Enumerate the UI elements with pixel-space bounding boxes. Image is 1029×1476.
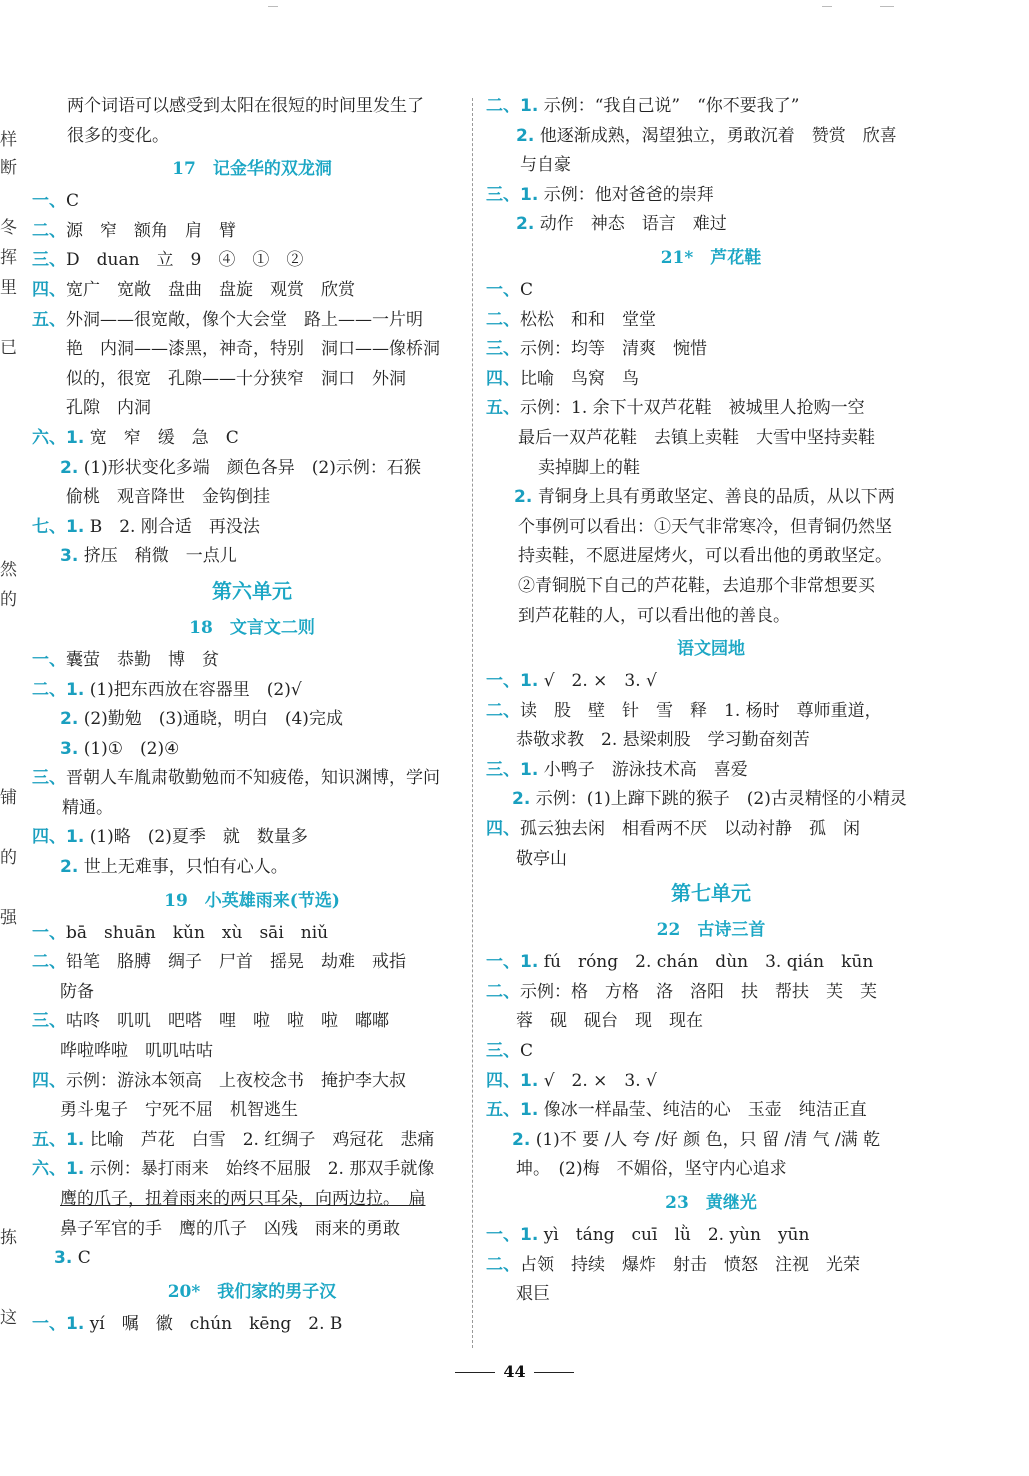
cropped-edge-text: [0, 95, 22, 1355]
answer-text: 世上无难事，只怕有心人。: [78, 857, 288, 878]
edge-char: 拣: [0, 1228, 17, 1248]
item-number: 2.: [60, 857, 79, 878]
answer-text: 像冰一样晶莹、纯洁的心 玉壶 纯洁正直: [538, 1100, 867, 1121]
edge-char: 里: [0, 278, 17, 298]
answer-line: [32, 513, 472, 543]
answer-text: D duan 立 9 ④ ① ②: [66, 250, 304, 271]
answer-text: (1)① (2)④: [78, 738, 180, 759]
answer-line: [486, 1280, 936, 1310]
answer-text: 晋朝人车胤肃敬勤勉而不知疲倦，知识渊博，学问: [66, 768, 440, 789]
answer-line: [486, 1155, 936, 1185]
answer-line: [486, 726, 936, 756]
edge-char: 这: [0, 1308, 17, 1328]
lesson-heading: 18 文言文二则: [189, 617, 315, 638]
answer-line: [486, 602, 936, 632]
answer-text: 读 股 壁 针 雪 释 1. 杨时 尊师重道，: [520, 700, 882, 721]
answer-line: [32, 853, 472, 883]
answer-line: [486, 424, 936, 454]
answer-text: 青铜身上具有勇敢坚定、善良的品质，从以下两: [532, 487, 895, 508]
answer-text: 孔隙 内洞: [66, 398, 151, 419]
answer-line: [486, 92, 936, 122]
answer-line: [486, 122, 936, 152]
lesson-heading: 19 小英雄雨来(节选): [164, 890, 340, 911]
answer-line: [32, 246, 472, 276]
item-number: 3.: [60, 546, 79, 567]
answer-line: [32, 365, 472, 395]
answer-text: 咕咚 叽叽 吧嗒 哩 啦 啦 啦 嘟嘟: [66, 1011, 389, 1032]
top-mark: [268, 6, 278, 7]
item-number: 3.: [60, 738, 79, 759]
item-number: 三、: [32, 768, 66, 789]
unit-heading: 第六单元: [212, 578, 292, 603]
answer-text: 偷桃 观音降世 金钩倒挂: [66, 487, 270, 508]
answer-text: ②青铜脱下自己的芦花鞋，去追那个非常想要买: [518, 575, 875, 596]
item-number: 2.: [512, 1129, 531, 1150]
answer-line: [486, 785, 936, 815]
answer-text: 艳 内洞——漆黑，神奇，特别 洞口——像桥洞: [66, 339, 440, 360]
answer-text: 鼻子军官的手 鹰的爪子 凶残 雨来的勇敢: [60, 1218, 400, 1239]
answer-line: [486, 667, 936, 697]
answer-text: C: [66, 191, 80, 212]
answer-text: 源 窄 额角 肩 臂: [66, 220, 236, 241]
answer-text: 示例：1. 余下十双芦花鞋 被城里人抢购一空: [520, 398, 865, 419]
item-number: 五、: [32, 309, 66, 330]
answer-text: 外洞——很宽敞，像个大会堂 路上——一片明: [66, 309, 423, 330]
top-mark: [822, 6, 832, 7]
answer-line: [486, 978, 936, 1008]
answer-line: [486, 483, 936, 513]
item-number: 2.: [512, 789, 531, 810]
answer-text: 宽 窄 缓 急 C: [84, 427, 239, 448]
item-number: 一、: [32, 922, 66, 943]
answer-line: [486, 394, 936, 424]
answer-line: [486, 151, 936, 181]
answer-line: [32, 187, 472, 217]
answer-line: [486, 454, 936, 484]
answer-line: [486, 1126, 936, 1156]
top-mark: [880, 6, 894, 7]
answer-line: [486, 1037, 936, 1067]
edge-char: 挥: [0, 248, 17, 268]
item-number: 五、1.: [486, 1100, 539, 1121]
lesson-heading: 语文园地: [677, 639, 745, 660]
answer-line: [32, 1037, 472, 1067]
item-number: 六、1.: [32, 1159, 85, 1180]
answer-text: 示例：“我自己说” “你不要我了”: [538, 96, 800, 116]
item-number: 二、: [486, 981, 520, 1002]
answer-text: 很多的变化。: [67, 125, 169, 146]
answer-line: [32, 794, 472, 824]
answer-text: 示例：他对爸爸的崇拜: [538, 184, 714, 205]
answer-text: C: [520, 1041, 534, 1062]
answer-line: [32, 306, 472, 336]
answer-line: [486, 276, 936, 306]
edge-char: 冬: [0, 218, 17, 238]
item-number: 四、1.: [32, 827, 85, 848]
answer-line: [486, 815, 936, 845]
item-number: 三、: [486, 339, 520, 360]
answer-text: 艰巨: [516, 1284, 550, 1305]
answer-line: [32, 823, 472, 853]
answer-line: [32, 1155, 472, 1185]
answer-text: 示例：游泳本领高 上夜校念书 掩护李大叔: [66, 1070, 406, 1091]
item-number: 四、1.: [486, 1070, 539, 1091]
item-number: 2.: [516, 214, 535, 235]
lesson-heading: 20* 我们家的男子汉: [167, 1281, 337, 1302]
answer-line: [32, 394, 472, 424]
lesson-heading: 17 记金华的双龙洞: [172, 159, 332, 180]
column-divider: [472, 98, 473, 1348]
answer-text: 精通。: [62, 797, 113, 818]
item-number: 六、1.: [32, 427, 85, 448]
item-number: 一、1.: [32, 1313, 85, 1334]
item-number: 七、1.: [32, 516, 85, 537]
answer-line: [486, 1007, 936, 1037]
item-number: 四、: [32, 279, 66, 300]
item-number: 三、: [32, 1011, 66, 1032]
answer-line: [486, 1096, 936, 1126]
item-number: 三、: [32, 250, 66, 271]
footer-rule-left: [455, 1372, 495, 1373]
item-number: 二、: [32, 952, 66, 973]
answer-text: 松松 和和 堂堂: [520, 309, 656, 330]
item-number: 2.: [60, 457, 79, 478]
answer-text: 示例：格 方格 洛 洛阳 扶 帮扶 芙 芙: [520, 981, 877, 1002]
answer-line: [32, 454, 472, 484]
answer-line: [32, 735, 472, 765]
footer-rule-right: [534, 1372, 574, 1373]
answer-line: [486, 365, 936, 395]
answer-text: 比喻 鸟窝 鸟: [520, 368, 639, 389]
item-number: 二、1.: [486, 96, 539, 116]
answer-text: 与自豪: [520, 155, 571, 176]
answer-line: [32, 764, 472, 794]
answer-text: 坤。 (2)梅 不媚俗，坚守内心追求: [516, 1159, 787, 1180]
answer-text: 卖掉脚上的鞋: [538, 457, 640, 478]
answer-text: 个事例可以看出：①天气非常寒冷，但青铜仍然坚: [518, 516, 892, 537]
answer-text: B 2. 刚合适 再没法: [84, 516, 260, 537]
item-number: 一、: [32, 191, 66, 212]
item-number: 四、: [32, 1070, 66, 1091]
answer-text: 敬亭山: [516, 848, 567, 869]
item-number: 2.: [60, 709, 79, 730]
answer-text: 哗啦哗啦 叽叽咕咕: [60, 1041, 213, 1062]
answer-line: [486, 513, 936, 543]
item-number: 二、: [32, 220, 66, 241]
item-number: 3.: [54, 1248, 73, 1269]
answer-text: 两个词语可以感受到太阳在很短的时间里发生了: [67, 96, 424, 116]
answer-line: [486, 1221, 936, 1251]
edge-char: 样: [0, 130, 17, 150]
answer-text: 他逐渐成熟，渴望独立，勇敢沉着 赞赏 欣喜: [534, 125, 897, 146]
answer-text: √ 2. × 3. √: [538, 1070, 657, 1091]
item-number: 2.: [514, 487, 533, 508]
answer-line: [486, 697, 936, 727]
answer-line: [486, 542, 936, 572]
answer-text: 最后一双芦花鞋 去镇上卖鞋 大雪中坚持卖鞋: [518, 427, 875, 448]
answer-line: [486, 181, 936, 211]
answer-text: 占领 持续 爆炸 射击 愤怒 注视 光荣: [520, 1254, 860, 1275]
answer-line: [486, 756, 936, 786]
item-number: 二、: [486, 1254, 520, 1275]
item-number: 一、: [486, 279, 520, 300]
answer-text: 比喻 芦花 白雪 2. 红绸子 鸡冠花 悲痛: [84, 1129, 435, 1150]
unit-heading: 第七单元: [671, 881, 751, 906]
item-number: 三、: [486, 1041, 520, 1062]
answer-line: [32, 1126, 472, 1156]
edge-char: 断: [0, 158, 17, 178]
item-number: 一、1.: [486, 671, 539, 692]
item-number: 四、: [486, 368, 520, 389]
item-number: 2.: [516, 125, 535, 146]
answer-line: [32, 1096, 472, 1126]
page-number: 44: [503, 1362, 526, 1381]
answer-line: [32, 705, 472, 735]
answer-text: (1)略 (2)夏季 就 数量多: [84, 827, 308, 848]
answer-text: (1)形状变化多端 颜色各异 (2)示例：石猴: [78, 457, 421, 478]
answer-text: 铅笔 胳膊 绸子 尸首 摇晃 劫难 戒指: [66, 952, 406, 973]
answer-line: [486, 306, 936, 336]
answer-text: bā shuān kǔn xù sāi niǔ: [66, 922, 329, 943]
answer-line: [32, 92, 472, 122]
page-footer: [0, 1362, 1029, 1381]
answer-text: √ 2. × 3. √: [538, 671, 657, 692]
answer-text: 持卖鞋，不愿进屋烤火，可以看出他的勇敢坚定。: [518, 546, 892, 567]
edge-char: 的: [0, 848, 17, 868]
answer-text: 防备: [60, 981, 94, 1002]
answer-text: (1)把东西放在容器里 (2)√: [84, 679, 302, 700]
answer-text: 挤压 稍微 一点儿: [78, 546, 237, 567]
answer-line: [32, 483, 472, 513]
answer-line: [486, 210, 936, 240]
answer-text: 到芦花鞋的人，可以看出他的善良。: [518, 605, 790, 626]
answer-line: [32, 1215, 472, 1245]
item-number: 三、1.: [486, 759, 539, 780]
answer-line: [32, 948, 472, 978]
answer-line: [32, 217, 472, 247]
edge-char: 然: [0, 560, 17, 580]
answer-text: C: [520, 279, 534, 300]
answer-line: [32, 919, 472, 949]
edge-char: 强: [0, 908, 17, 928]
answer-line: [486, 845, 936, 875]
answer-text: 恭敬求教 2. 悬梁刺股 学习勤奋刻苦: [516, 730, 810, 751]
answer-line: [32, 1067, 472, 1097]
answer-line: [32, 1185, 472, 1215]
lesson-heading: 21* 芦花鞋: [660, 247, 762, 268]
answer-text: (1)不 要 /人 夸 /好 颜 色，只 留 /清 气 /满 乾: [530, 1129, 881, 1150]
answer-line: [32, 542, 472, 572]
answer-line: [32, 276, 472, 306]
answer-line: [32, 424, 472, 454]
answer-text: 鹰的爪子，扭着雨来的两只耳朵，向两边拉。 扁: [60, 1189, 426, 1209]
edge-char: 铺: [0, 788, 17, 808]
answer-text: 小鸭子 游泳技术高 喜爱: [538, 759, 748, 780]
answer-text: fú róng 2. chán dùn 3. qián kūn: [538, 952, 874, 973]
item-number: 二、: [486, 309, 520, 330]
answer-text: 囊萤 恭勤 博 贫: [66, 649, 219, 670]
item-number: 二、1.: [32, 679, 85, 700]
edge-char: 已: [0, 338, 17, 358]
answer-text: 孤云独去闲 相看两不厌 以动衬静 孤 闲: [520, 819, 860, 840]
item-number: 一、1.: [486, 1225, 539, 1245]
answer-text: 示例：暴打雨来 始终不屈服 2. 那双手就像: [84, 1159, 435, 1180]
answer-text: 蓉 砚 砚台 现 现在: [516, 1011, 703, 1032]
answer-line: [486, 948, 936, 978]
item-number: 五、1.: [32, 1129, 85, 1150]
answer-text: (2)勤勉 (3)通晓，明白 (4)完成: [78, 709, 343, 730]
answer-line: [32, 978, 472, 1008]
answer-line: [486, 572, 936, 602]
answer-text: C: [72, 1248, 91, 1269]
answer-line: [32, 122, 472, 152]
answer-text: 示例：(1)上蹿下跳的猴子 (2)古灵精怪的小精灵: [530, 789, 907, 810]
answer-text: 宽广 宽敞 盘曲 盘旋 观赏 欣赏: [66, 279, 355, 300]
answer-line: [486, 1251, 936, 1281]
item-number: 二、: [486, 700, 520, 721]
answer-text: yí 嘱 徽 chún kēng 2. B: [84, 1313, 343, 1334]
answer-line: [32, 335, 472, 365]
right-column: [486, 92, 936, 1310]
lesson-heading: 23 黄继光: [665, 1193, 757, 1213]
answer-line: [486, 335, 936, 365]
item-number: 四、: [486, 819, 520, 840]
answer-line: [32, 1244, 472, 1274]
answer-line: [32, 1310, 472, 1340]
edge-char: 的: [0, 590, 17, 610]
answer-line: [32, 1007, 472, 1037]
item-number: 五、: [486, 398, 520, 419]
answer-line: [32, 676, 472, 706]
answer-text: 勇斗鬼子 宁死不屈 机智逃生: [60, 1100, 298, 1121]
item-number: 一、1.: [486, 952, 539, 973]
lesson-heading: 22 古诗三首: [656, 920, 766, 941]
answer-text: yì táng cuī lǜ 2. yùn yūn: [538, 1225, 810, 1245]
answer-text: 似的，很宽 孔隙——十分狭窄 洞口 外洞: [66, 368, 406, 389]
answer-line: [32, 646, 472, 676]
answer-line: [486, 1067, 936, 1097]
answer-text: 动作 神态 语言 难过: [534, 214, 727, 235]
answer-text: 示例：均等 清爽 惋惜: [520, 339, 707, 360]
left-column: [32, 92, 472, 1339]
item-number: 一、: [32, 649, 66, 670]
item-number: 三、1.: [486, 184, 539, 205]
